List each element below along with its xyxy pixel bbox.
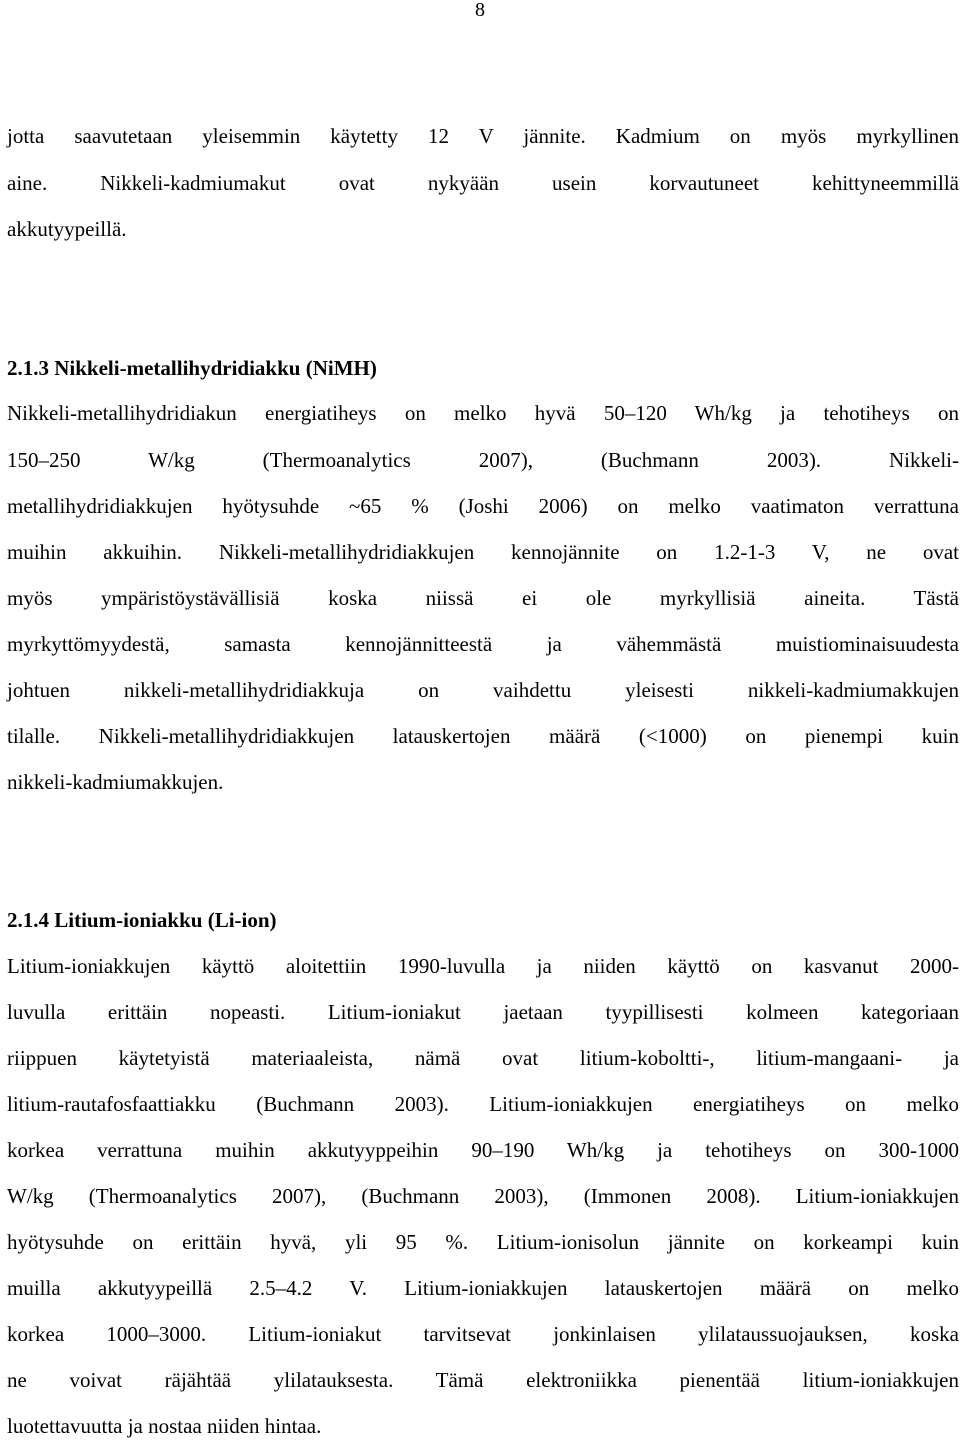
paragraph-line: korkea verrattuna muihin akkutyyppeihin 90–190 Wh/kg ja tehotiheys on 300-1000 (7, 1138, 959, 1162)
paragraph-line: tilalle. Nikkeli-metallihydridiakkujen latauskertojen määrä (<1000) on pienempi kuin (7, 724, 959, 748)
paragraph-line: luvulla erittäin nopeasti. Litium-ioniakut jaetaan tyypillisesti kolmeen kategoriaan (7, 1000, 959, 1024)
paragraph-line: johtuen nikkeli-metallihydridiakkuja on vaihdettu yleisesti nikkeli-kadmiumakkujen (7, 678, 959, 702)
paragraph-line: riippuen käytetyistä materiaaleista, nämä ovat litium-koboltti-, litium-mangaani- ja (7, 1046, 959, 1070)
paragraph-line: metallihydridiakkujen hyötysuhde ~65 % (Joshi 2006) on melko vaatimaton verrattuna (7, 494, 959, 518)
paragraph-line: Litium-ioniakkujen käyttö aloitettiin 1990-luvulla ja niiden käyttö on kasvanut 2000- (7, 954, 959, 978)
paragraph-line: jotta saavutetaan yleisemmin käytetty 12 V jännite. Kadmium on myös myrkyllinen (7, 124, 959, 148)
paragraph-line: Nikkeli-metallihydridiakun energiatiheys on melko hyvä 50–120 Wh/kg ja tehotiheys on (7, 401, 959, 425)
paragraph-line: myrkyttömyydestä, samasta kennojännitteestä ja vähemmästä muistiominaisuudesta (7, 632, 959, 656)
paragraph-line: korkea 1000–3000. Litium-ioniakut tarvitsevat jonkinlaisen ylilataussuojauksen, koska (7, 1322, 959, 1346)
paragraph-line: myös ympäristöystävällisiä koska niissä ei ole myrkyllisiä aineita. Tästä (7, 586, 959, 610)
paragraph-line: akkutyypeillä. (7, 217, 127, 241)
paragraph-line: muihin akkuihin. Nikkeli-metallihydridiakkujen kennojännite on 1.2-1-3 V, ne ovat (7, 540, 959, 564)
section-heading: 2.1.3 Nikkeli-metallihydridiakku (NiMH) (7, 356, 377, 380)
section-heading: 2.1.4 Litium-ioniakku (Li-ion) (7, 908, 277, 932)
paragraph-line: muilla akkutyypeillä 2.5–4.2 V. Litium-ioniakkujen latauskertojen määrä on melko (7, 1276, 959, 1300)
paragraph-line: W/kg (Thermoanalytics 2007), (Buchmann 2003), (Immonen 2008). Litium-ioniakkujen (7, 1184, 959, 1208)
page-number: 8 (475, 0, 485, 21)
paragraph-line: nikkeli-kadmiumakkujen. (7, 770, 224, 794)
paragraph-line: 150–250 W/kg (Thermoanalytics 2007), (Buchmann 2003). Nikkeli- (7, 448, 959, 472)
paragraph-line: luotettavuutta ja nostaa niiden hintaa. (7, 1414, 322, 1438)
paragraph-line: ne voivat räjähtää ylilatauksesta. Tämä elektroniikka pienentää litium-ioniakkujen (7, 1368, 959, 1392)
paragraph-line: hyötysuhde on erittäin hyvä, yli 95 %. Litium-ionisolun jännite on korkeampi kuin (7, 1230, 959, 1254)
paragraph-line: aine. Nikkeli-kadmiumakut ovat nykyään usein korvautuneet kehittyneemmillä (7, 171, 959, 195)
paragraph-line: litium-rautafosfaattiakku (Buchmann 2003). Litium-ioniakkujen energiatiheys on melko (7, 1092, 959, 1116)
